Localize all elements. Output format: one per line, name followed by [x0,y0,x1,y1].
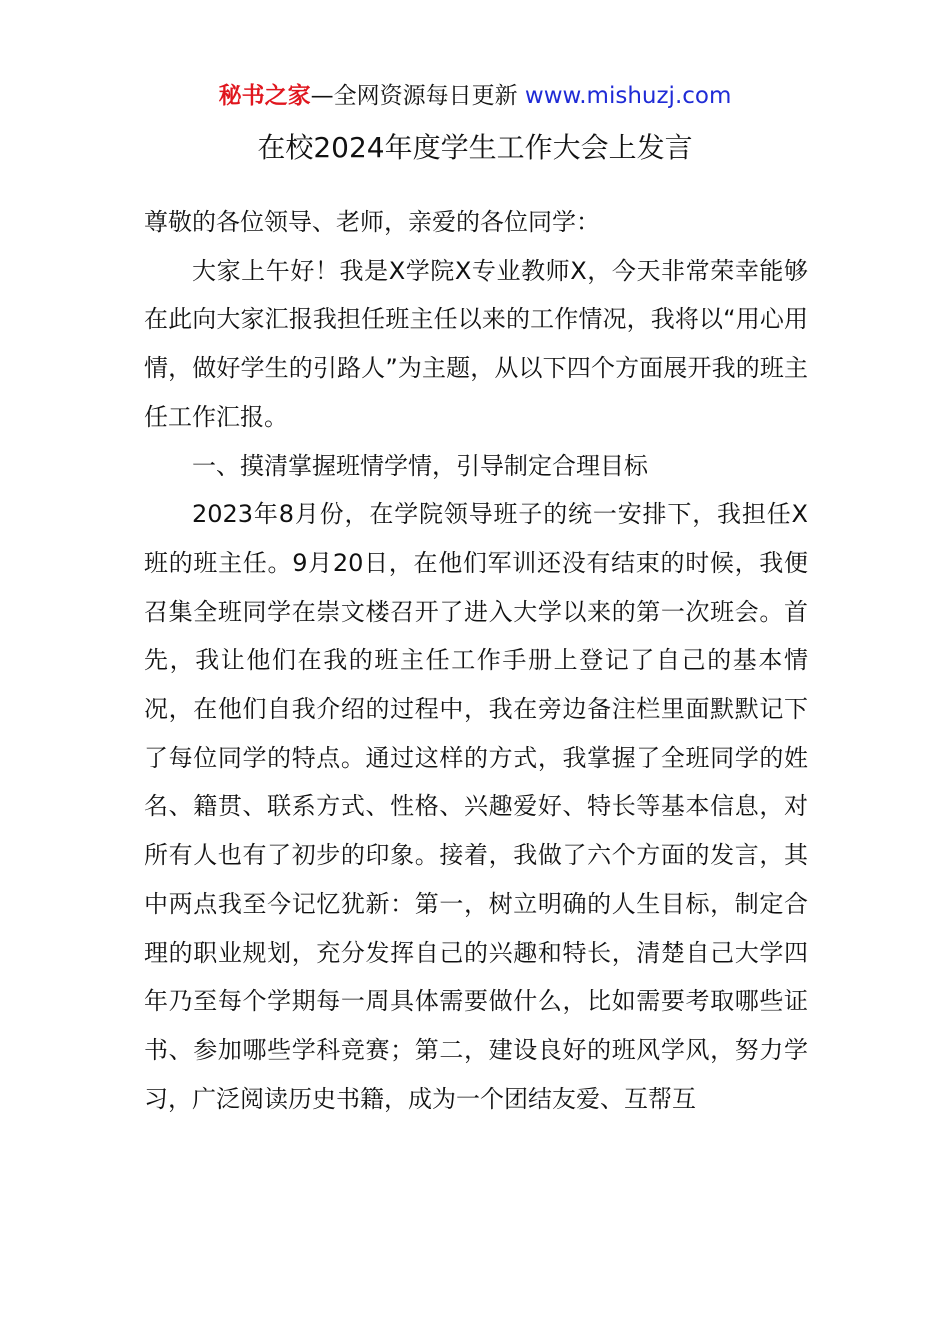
site-header [0,80,950,112]
section-heading-1: 一、摸清掌握班情学情，引导制定合理目标 [192,451,648,480]
brand-name: 秘书之家 [218,83,311,109]
paragraph-intro: 大家上午好！我是X学院X专业教师X，今天非常荣幸能够在此向大家汇报我担任班主任以来的工作情况，我将以“用心用情，做好学生的引路人”为主题，从以下四个方面展开我的班主任工作汇报。 [144,256,808,431]
salutation: 尊敬的各位领导、老师，亲爱的各位同学： [144,208,600,236]
document-body [144,198,808,1123]
site-url-link[interactable]: www.mishuzj.com [524,83,732,109]
paragraph-section-1: 2023年8月份，在学院领导班子的统一安排下，我担任X班的班主任。9月20日，在他们军训还没有结束的时候，我便召集全班同学在崇文楼召开了进入大学以来的第一次班会。首先，我让他们在我的班主任工作手册上登记了自己的基本情况，在他们自我介绍的过程中，我在旁边备注栏里面默默记下了每位同学的特点。通过这样的方式，我掌握了全班同学的姓名、籍贯、联系方式、性格、兴趣爱好、特长等基本信息，对所有人也有了初步的印象。接着，我做了六个方面的发言，其中两点我至今记忆犹新：第一，树立明确的人生目标，制定合理的职业规划，充分发挥自己的兴趣和特长，清楚自己大学四年乃至每个学期每一周具体需要做什么，比如需要考取哪些证书、参加哪些学科竞赛；第二，建设良好的班风学风，努力学习，广泛阅读历史书籍，成为一个团结友爱、互帮互 [144,500,808,1113]
brand-tagline: —全网资源每日更新 [310,83,518,109]
document-title: 在校2024年度学生工作大会上发言 [257,131,693,164]
